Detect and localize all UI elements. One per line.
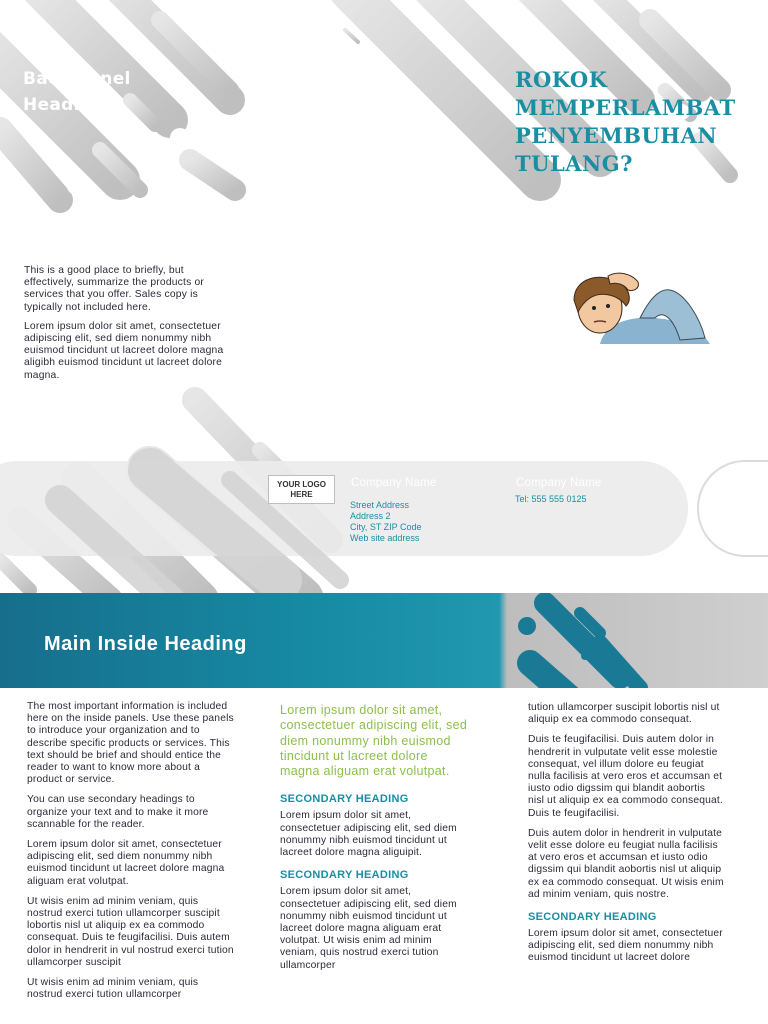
cover-title: ROKOK MEMPERLAMBAT PENYEMBUHAN TULANG?	[515, 67, 736, 176]
body-paragraph: Duis te feugifacilisi. Duis autem dolor in hendrerit in vulputate velit esse molestie consequat, vel illum dolore eu feugiat nulla facilisis at vero eros et accumsan et iusto odio digssim qui blandit aobortis nisl ut aliquip ex ea commodo consequat. Duis te feugifacilisi.	[528, 734, 723, 819]
city-state-zip: City, ST ZIP Code	[350, 522, 422, 532]
company-name-right: Company Name	[516, 477, 602, 489]
body-paragraph: Ut wisis enim ad minim veniam, quis nostrud exerci tution ullamcorper	[27, 977, 199, 1001]
body-paragraph: Lorem ipsum dolor sit amet, consectetuer adipiscing elit, sed diem nonummy nibh euismod tincidunt ut lacreet dolore	[528, 928, 723, 964]
inside-column-3	[528, 702, 724, 973]
inside-column-1	[27, 701, 235, 1009]
body-paragraph: Lorem ipsum dolor sit amet, consectetuer adipiscing elit, sed diem nonummy nibh euismod tincidunt ut lacreet dolore magna aliguam erat volutpat. Ut wisis enim ad minim veniam, quis nostrud exerci tution ullamcorper	[280, 886, 457, 971]
main-inside-heading: Main Inside Heading	[44, 633, 247, 655]
website-address: Web site address	[350, 533, 420, 543]
company-name-left: Company Name	[351, 477, 437, 489]
body-paragraph: You can use secondary headings to organize your text and to make it more scannable for the reader.	[27, 794, 209, 830]
intro-paragraph: Lorem ipsum dolor sit amet, consectetuer adipiscing elit, sed diem nonummy nibh euismod tincidunt ut lacreet dolore magna aligibh euismod tincidunt ut lacreet dolore magna.	[24, 320, 224, 381]
logo-placeholder: YOUR LOGO HERE	[268, 475, 335, 504]
man-scratching-head-illustration	[560, 268, 712, 344]
body-paragraph: Lorem ipsum dolor sit amet, consectetuer adipiscing elit, sed diem nonummy nibh euismod tincidunt ut lacreet dolore magna aliguipit.	[280, 810, 457, 859]
secondary-heading: SECONDARY HEADING	[528, 911, 657, 924]
body-paragraph: Ut wisis enim ad minim veniam, quis nostrud exerci tution ullamcorper suscipit lobortis nisl ut aliquip ex ea commodo consequat. Duis te feugifacilisi. Duis autem dolor in hendrerit in vul nostrud exerci tution ullamcorper suscipit	[27, 895, 234, 968]
pull-quote: Lorem ipsum dolor sit amet, consectetuer adipiscing elit, sed diem nonummy nibh euismod tincidunt ut lacreet dolore magna aliguam erat volutpat.	[280, 703, 468, 779]
telephone: Tel: 555 555 0125	[515, 494, 587, 504]
intro-paragraph: This is a good place to briefly, but effectively, summarize the products or services that you offer. Sales copy is typically not included here.	[24, 265, 205, 313]
body-paragraph: Duis autem dolor in hendrerit in vulputate velit esse dolore eu feugiat nulla facilisis at vero eros et accumsan et iusto odio digssim qui blandit aobortis nisl ut aliquip ex ea commodo consequat. Ut wisis enim ad minim veniam, quis nostre.	[528, 827, 724, 900]
body-paragraph: tution ullamcorper suscipit lobortis nisl ut aliquip ex ea commodo consequat.	[528, 702, 720, 726]
back-panel-intro	[24, 265, 236, 389]
address-line-2: Address 2	[350, 511, 391, 521]
secondary-heading: SECONDARY HEADING	[280, 793, 409, 806]
street-address: Street Address	[350, 500, 410, 510]
body-paragraph: The most important information is included here on the inside panels. Use these panels to introduce your organization and to describe specific products or services. This text should be brief and should entice the reader to want to know more about a product or service.	[27, 701, 234, 786]
back-panel-heading: Back Panel Heading	[23, 69, 131, 115]
body-paragraph: Lorem ipsum dolor sit amet, consectetuer adipiscing elit, sed diem nonummy nibh euismod tincidunt ut lacreet dolore magna aliguam erat volutpat.	[27, 839, 225, 887]
address-block	[350, 500, 422, 544]
inside-column-2	[280, 703, 470, 980]
secondary-heading: SECONDARY HEADING	[280, 869, 409, 882]
